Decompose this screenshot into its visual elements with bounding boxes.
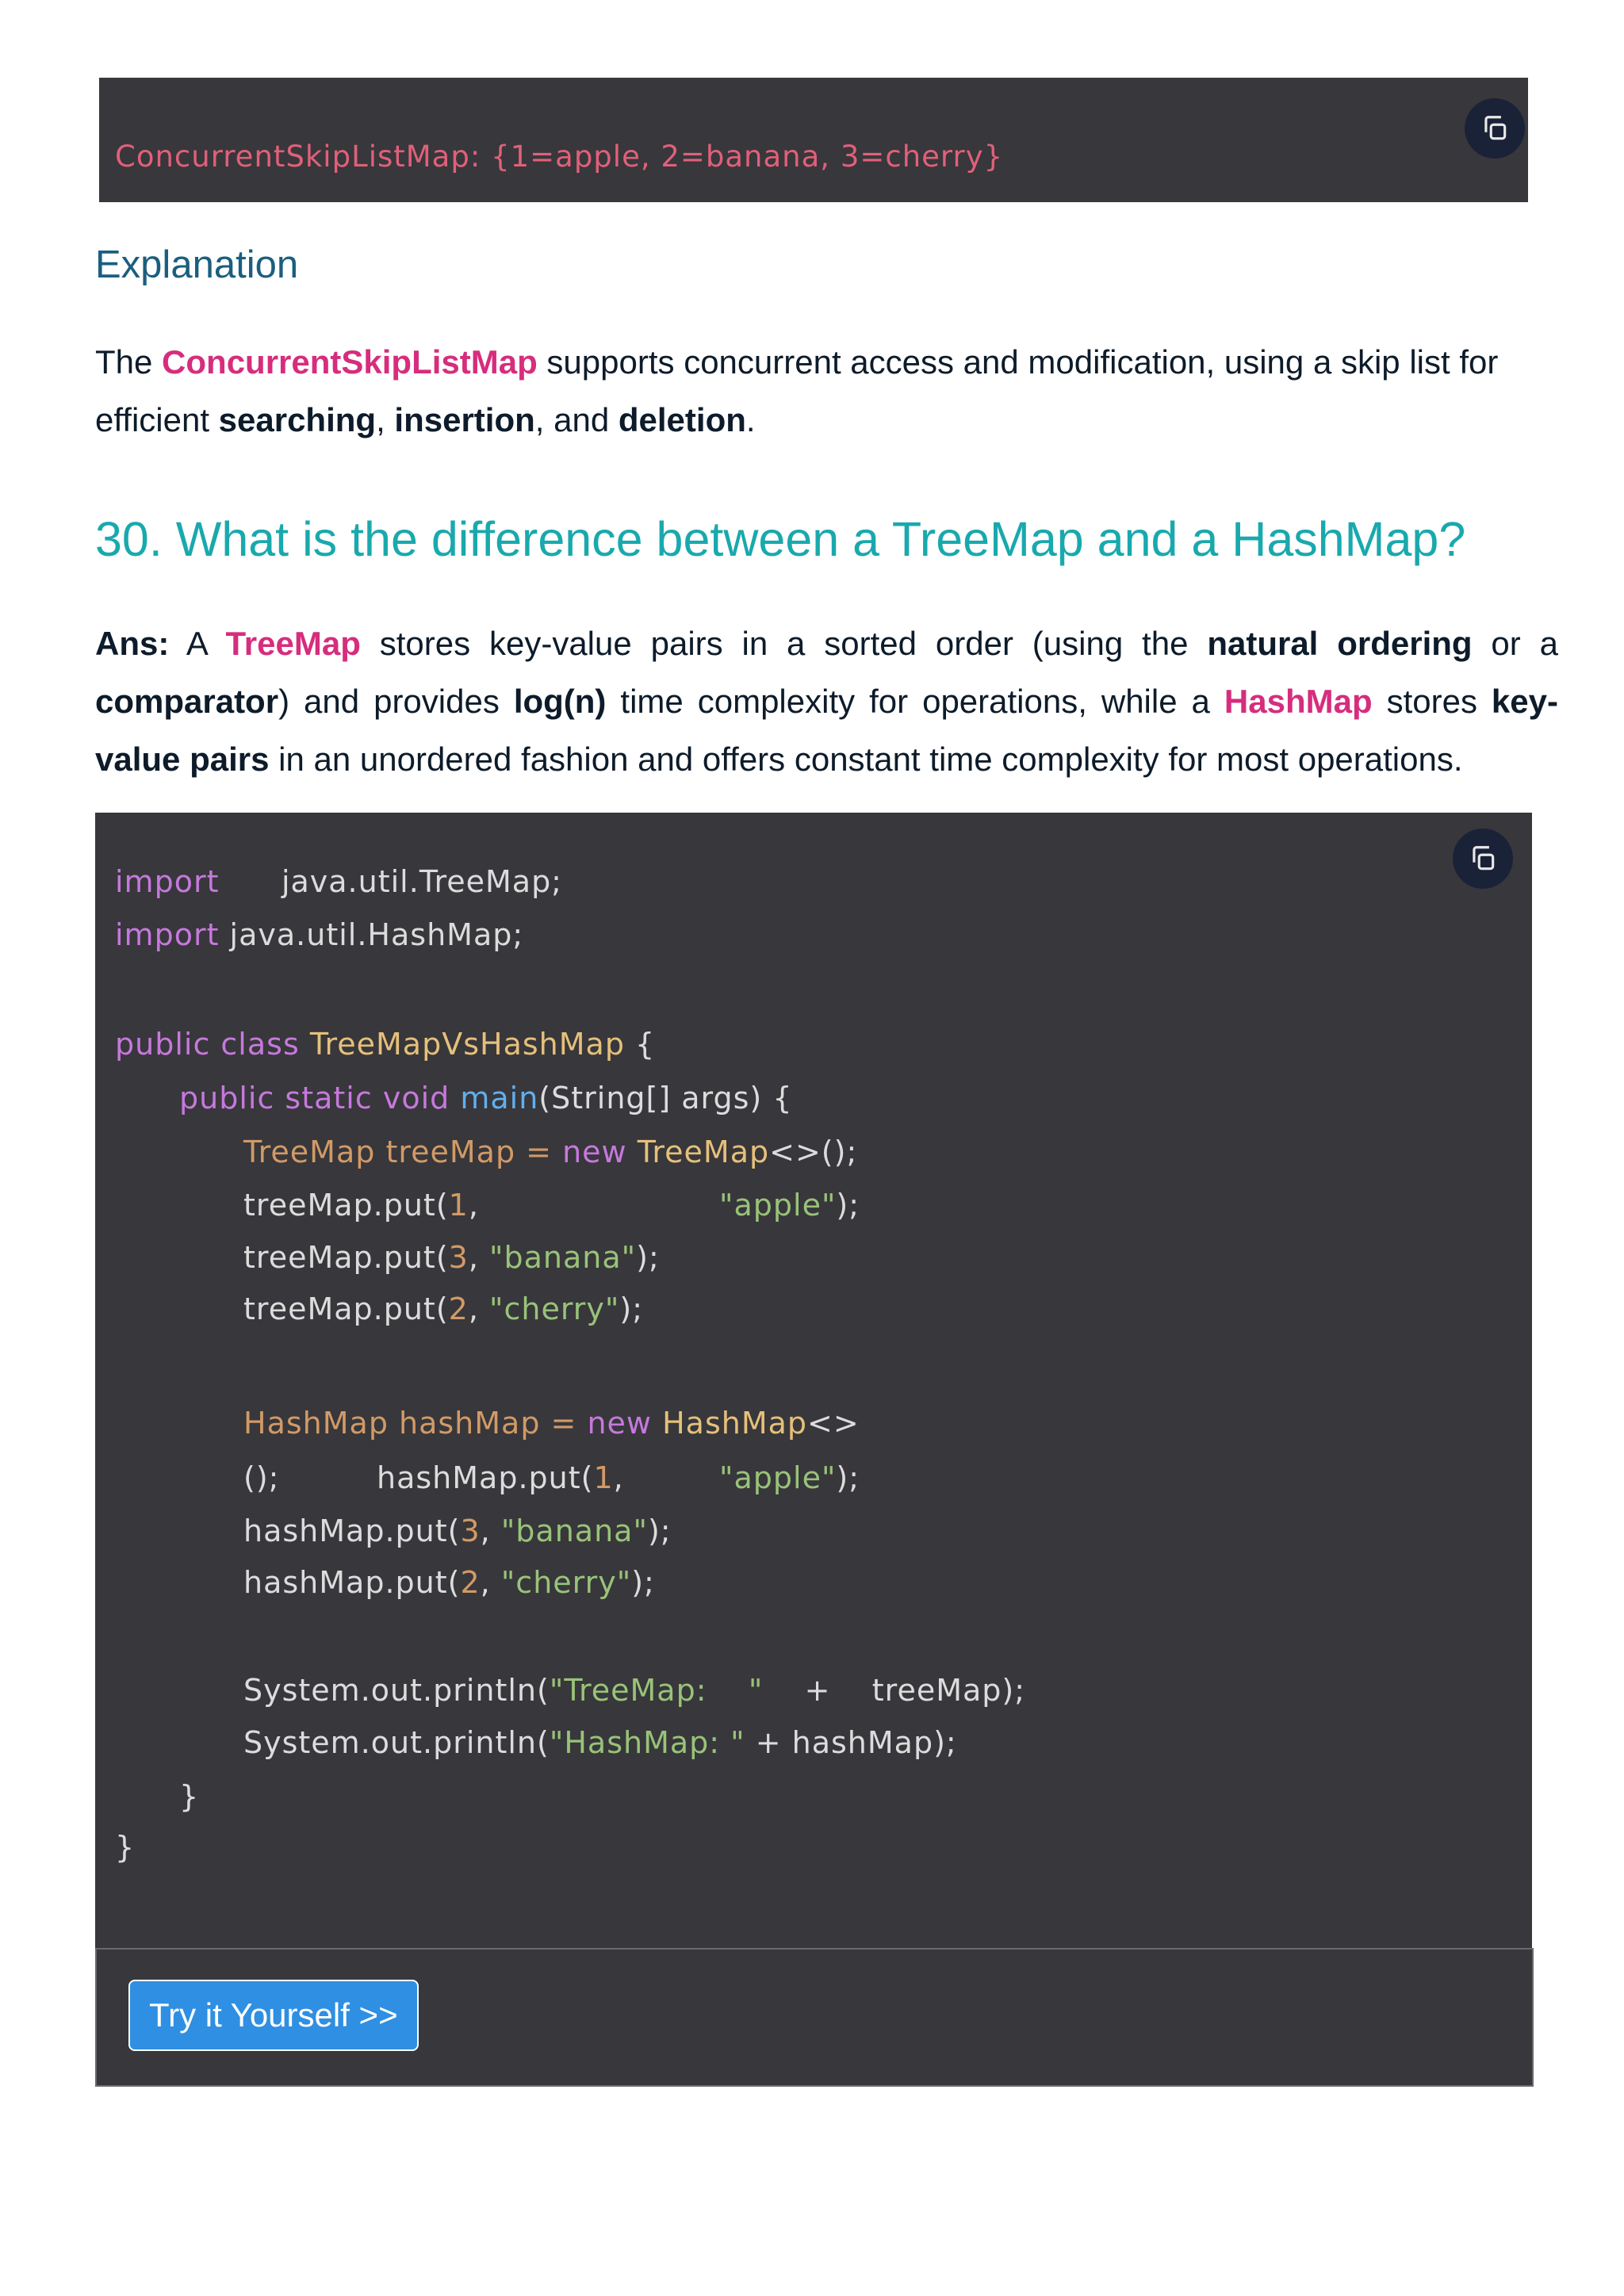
code-line: } xyxy=(115,1830,136,1865)
copy-button[interactable] xyxy=(1453,828,1513,889)
code-line: treeMap.put(3, "banana"); xyxy=(243,1240,660,1275)
code-line: (); xyxy=(243,1460,280,1495)
code-line: hashMap.put(3, "banana"); xyxy=(243,1513,672,1548)
answer-paragraph: Ans: A TreeMap stores key-value pairs in a sorted order (using the natural ordering or a comparator) and provides log(n) time complexity for operations, while a HashMap stores key-value pairs in an unordered fashion and offers constant time complexity for most operations. xyxy=(95,625,1559,778)
output-code-block xyxy=(99,78,1528,202)
answer-label: Ans: xyxy=(95,625,170,662)
output-text: ConcurrentSkipListMap: {1=apple, 2=banana, 3=cherry} xyxy=(115,140,1004,174)
code-line: public static void main(String[] args) { xyxy=(179,1081,793,1115)
copy-icon xyxy=(1468,844,1498,874)
code-line: "apple"); xyxy=(719,1460,860,1495)
code-block xyxy=(95,813,1532,2085)
code-line: "apple"); xyxy=(719,1188,860,1223)
try-it-yourself-button[interactable]: Try it Yourself >> xyxy=(128,1980,419,2051)
code-line: import java.util.HashMap; xyxy=(115,917,524,952)
code-line: System.out.println("HashMap: " + hashMap); xyxy=(243,1725,957,1760)
code-line: HashMap hashMap = new HashMap<> xyxy=(243,1406,860,1441)
highlight-term: HashMap xyxy=(1224,683,1373,720)
code-footer xyxy=(95,1948,1534,2087)
question-title: 30. What is the difference between a TreeMap and a HashMap? xyxy=(95,512,1466,566)
explanation-heading: Explanation xyxy=(95,243,299,286)
copy-icon xyxy=(1480,113,1510,144)
explanation-paragraph: The ConcurrentSkipListMap supports concurrent access and modification, using a skip list for efficient searching, insertion, and deletion. xyxy=(95,343,1499,438)
copy-button[interactable] xyxy=(1465,98,1525,159)
code-line: } xyxy=(179,1779,200,1814)
code-line: System.out.println("TreeMap: " + treeMap); xyxy=(243,1673,1026,1708)
code-line: treeMap.put(1, xyxy=(243,1188,479,1223)
code-line: hashMap.put(1, xyxy=(377,1460,624,1495)
code-line: public class TreeMapVsHashMap { xyxy=(115,1027,656,1062)
code-line: import java.util.TreeMap; xyxy=(115,864,562,899)
highlight-term: ConcurrentSkipListMap xyxy=(162,343,538,381)
code-line: treeMap.put(2, "cherry"); xyxy=(243,1292,644,1326)
highlight-term: TreeMap xyxy=(225,625,361,662)
code-line: hashMap.put(2, "cherry"); xyxy=(243,1565,655,1600)
code-line: TreeMap treeMap = new TreeMap<>(); xyxy=(243,1135,858,1169)
